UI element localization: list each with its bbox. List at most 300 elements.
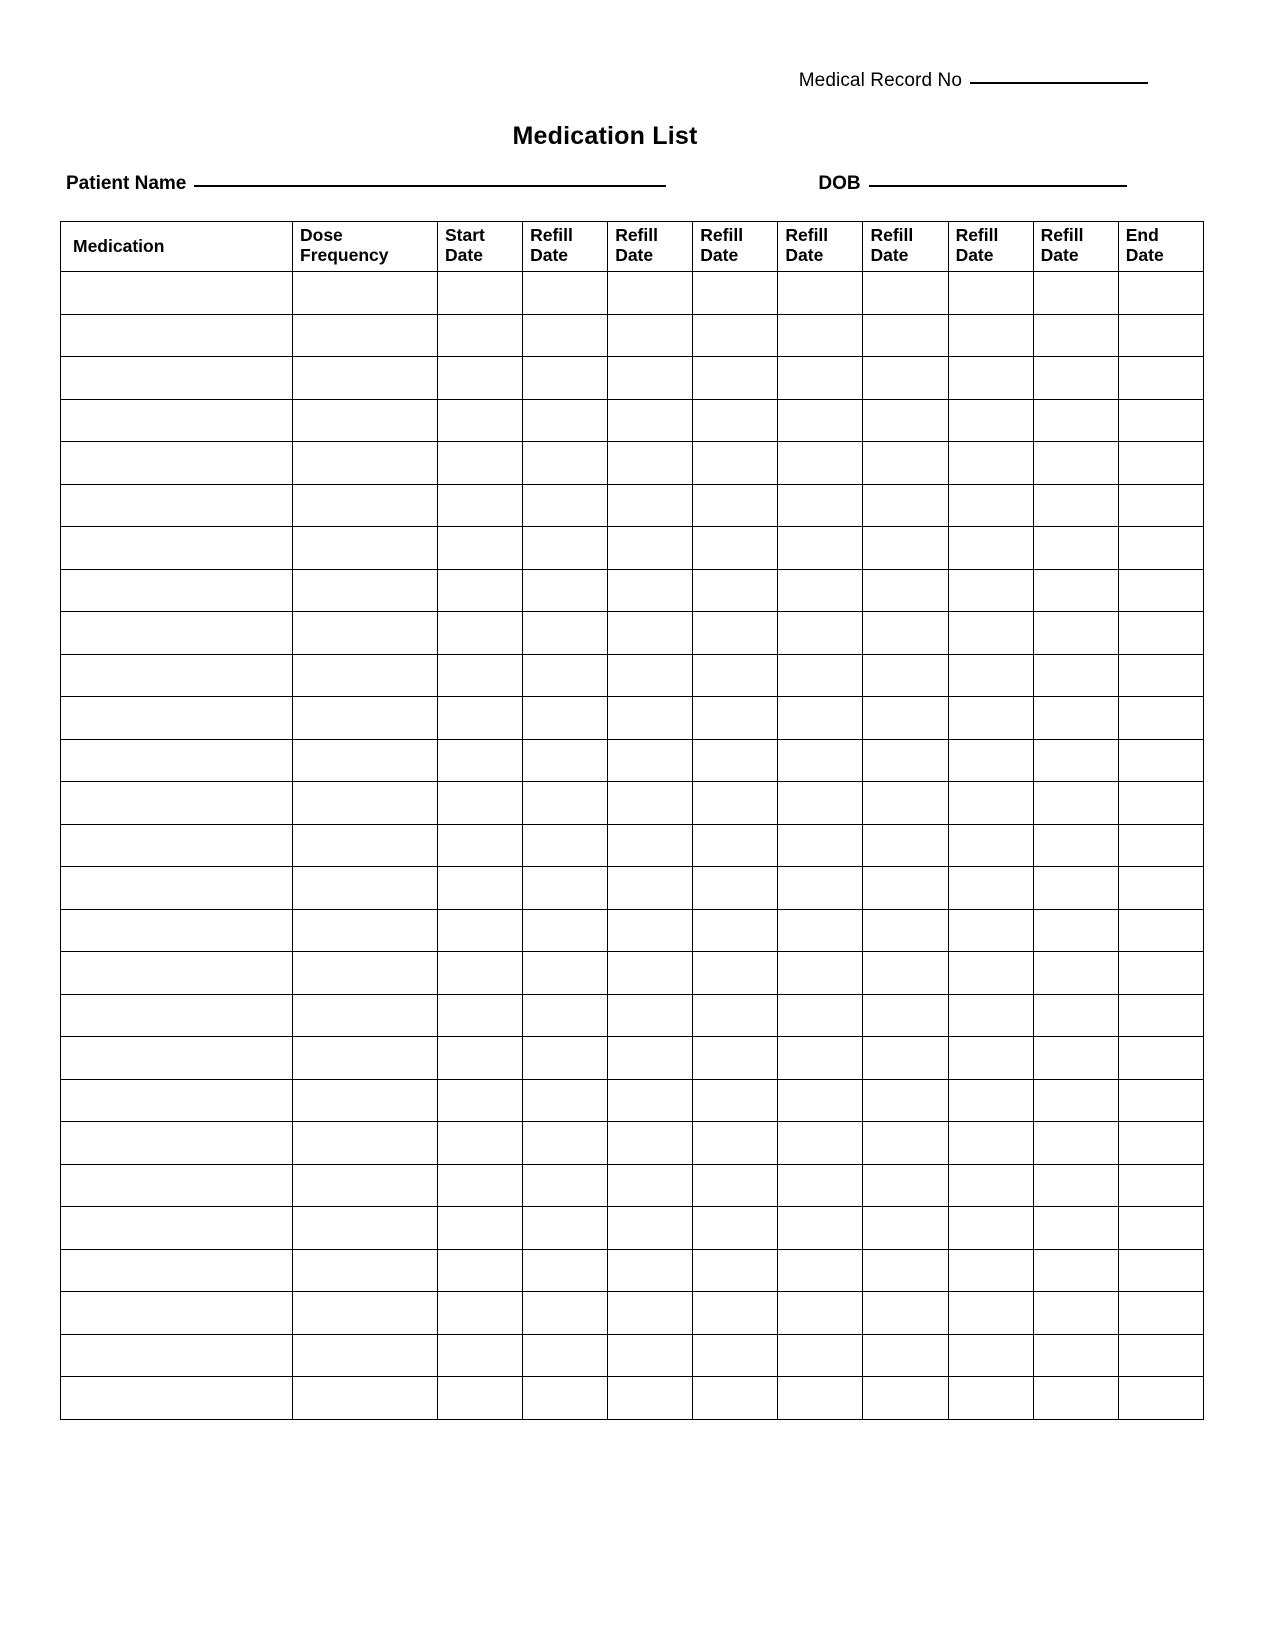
cell-dose-frequency[interactable] bbox=[293, 314, 438, 357]
cell-refill-date-6[interactable] bbox=[948, 569, 1033, 612]
cell-refill-date-1[interactable] bbox=[523, 654, 608, 697]
cell-refill-date-5[interactable] bbox=[863, 1122, 948, 1165]
cell-start-date[interactable] bbox=[438, 824, 523, 867]
cell-refill-date-3[interactable] bbox=[693, 272, 778, 315]
cell-refill-date-6[interactable] bbox=[948, 739, 1033, 782]
cell-refill-date-4[interactable] bbox=[778, 654, 863, 697]
cell-refill-date-5[interactable] bbox=[863, 569, 948, 612]
cell-end-date[interactable] bbox=[1118, 824, 1203, 867]
cell-refill-date-1[interactable] bbox=[523, 1249, 608, 1292]
cell-refill-date-5[interactable] bbox=[863, 1249, 948, 1292]
cell-refill-date-3[interactable] bbox=[693, 739, 778, 782]
cell-medication[interactable] bbox=[61, 1164, 293, 1207]
cell-start-date[interactable] bbox=[438, 952, 523, 995]
cell-medication[interactable] bbox=[61, 952, 293, 995]
cell-refill-date-3[interactable] bbox=[693, 1122, 778, 1165]
cell-refill-date-5[interactable] bbox=[863, 909, 948, 952]
cell-start-date[interactable] bbox=[438, 1164, 523, 1207]
cell-refill-date-7[interactable] bbox=[1033, 442, 1118, 485]
cell-start-date[interactable] bbox=[438, 357, 523, 400]
cell-start-date[interactable] bbox=[438, 442, 523, 485]
cell-refill-date-3[interactable] bbox=[693, 1164, 778, 1207]
cell-refill-date-1[interactable] bbox=[523, 782, 608, 825]
cell-refill-date-4[interactable] bbox=[778, 952, 863, 995]
cell-medication[interactable] bbox=[61, 994, 293, 1037]
cell-start-date[interactable] bbox=[438, 1207, 523, 1250]
cell-end-date[interactable] bbox=[1118, 569, 1203, 612]
cell-end-date[interactable] bbox=[1118, 1164, 1203, 1207]
cell-refill-date-5[interactable] bbox=[863, 994, 948, 1037]
cell-medication[interactable] bbox=[61, 399, 293, 442]
cell-medication[interactable] bbox=[61, 697, 293, 740]
cell-start-date[interactable] bbox=[438, 654, 523, 697]
cell-refill-date-1[interactable] bbox=[523, 399, 608, 442]
cell-refill-date-6[interactable] bbox=[948, 697, 1033, 740]
cell-dose-frequency[interactable] bbox=[293, 1292, 438, 1335]
cell-refill-date-5[interactable] bbox=[863, 272, 948, 315]
cell-refill-date-4[interactable] bbox=[778, 1377, 863, 1420]
cell-refill-date-4[interactable] bbox=[778, 569, 863, 612]
cell-refill-date-3[interactable] bbox=[693, 1334, 778, 1377]
cell-end-date[interactable] bbox=[1118, 697, 1203, 740]
cell-refill-date-2[interactable] bbox=[608, 1164, 693, 1207]
cell-refill-date-5[interactable] bbox=[863, 1334, 948, 1377]
cell-start-date[interactable] bbox=[438, 1122, 523, 1165]
cell-refill-date-2[interactable] bbox=[608, 569, 693, 612]
cell-medication[interactable] bbox=[61, 484, 293, 527]
cell-refill-date-1[interactable] bbox=[523, 1079, 608, 1122]
cell-end-date[interactable] bbox=[1118, 654, 1203, 697]
cell-refill-date-6[interactable] bbox=[948, 314, 1033, 357]
cell-refill-date-7[interactable] bbox=[1033, 1377, 1118, 1420]
cell-medication[interactable] bbox=[61, 612, 293, 655]
cell-refill-date-2[interactable] bbox=[608, 824, 693, 867]
cell-refill-date-4[interactable] bbox=[778, 697, 863, 740]
cell-refill-date-2[interactable] bbox=[608, 1207, 693, 1250]
cell-refill-date-7[interactable] bbox=[1033, 314, 1118, 357]
cell-refill-date-1[interactable] bbox=[523, 569, 608, 612]
cell-refill-date-2[interactable] bbox=[608, 1377, 693, 1420]
cell-refill-date-3[interactable] bbox=[693, 314, 778, 357]
cell-medication[interactable] bbox=[61, 527, 293, 570]
cell-end-date[interactable] bbox=[1118, 1079, 1203, 1122]
cell-medication[interactable] bbox=[61, 357, 293, 400]
cell-dose-frequency[interactable] bbox=[293, 612, 438, 655]
cell-refill-date-7[interactable] bbox=[1033, 1079, 1118, 1122]
cell-dose-frequency[interactable] bbox=[293, 867, 438, 910]
cell-refill-date-4[interactable] bbox=[778, 824, 863, 867]
cell-start-date[interactable] bbox=[438, 484, 523, 527]
cell-refill-date-3[interactable] bbox=[693, 1292, 778, 1335]
cell-refill-date-6[interactable] bbox=[948, 399, 1033, 442]
cell-medication[interactable] bbox=[61, 1079, 293, 1122]
cell-start-date[interactable] bbox=[438, 994, 523, 1037]
cell-dose-frequency[interactable] bbox=[293, 697, 438, 740]
cell-refill-date-7[interactable] bbox=[1033, 1249, 1118, 1292]
cell-refill-date-4[interactable] bbox=[778, 1334, 863, 1377]
cell-end-date[interactable] bbox=[1118, 272, 1203, 315]
cell-refill-date-2[interactable] bbox=[608, 314, 693, 357]
cell-start-date[interactable] bbox=[438, 782, 523, 825]
cell-refill-date-5[interactable] bbox=[863, 314, 948, 357]
cell-refill-date-7[interactable] bbox=[1033, 357, 1118, 400]
cell-refill-date-3[interactable] bbox=[693, 442, 778, 485]
cell-start-date[interactable] bbox=[438, 1079, 523, 1122]
cell-refill-date-6[interactable] bbox=[948, 1334, 1033, 1377]
cell-dose-frequency[interactable] bbox=[293, 654, 438, 697]
cell-refill-date-1[interactable] bbox=[523, 697, 608, 740]
cell-refill-date-5[interactable] bbox=[863, 782, 948, 825]
cell-refill-date-6[interactable] bbox=[948, 1122, 1033, 1165]
cell-refill-date-7[interactable] bbox=[1033, 867, 1118, 910]
cell-refill-date-1[interactable] bbox=[523, 357, 608, 400]
cell-refill-date-7[interactable] bbox=[1033, 654, 1118, 697]
cell-refill-date-6[interactable] bbox=[948, 527, 1033, 570]
cell-refill-date-7[interactable] bbox=[1033, 952, 1118, 995]
cell-dose-frequency[interactable] bbox=[293, 484, 438, 527]
cell-refill-date-2[interactable] bbox=[608, 952, 693, 995]
cell-refill-date-3[interactable] bbox=[693, 994, 778, 1037]
cell-medication[interactable] bbox=[61, 442, 293, 485]
cell-refill-date-2[interactable] bbox=[608, 782, 693, 825]
cell-start-date[interactable] bbox=[438, 697, 523, 740]
cell-refill-date-3[interactable] bbox=[693, 697, 778, 740]
cell-start-date[interactable] bbox=[438, 867, 523, 910]
cell-refill-date-6[interactable] bbox=[948, 484, 1033, 527]
cell-refill-date-1[interactable] bbox=[523, 527, 608, 570]
cell-refill-date-4[interactable] bbox=[778, 994, 863, 1037]
cell-refill-date-2[interactable] bbox=[608, 272, 693, 315]
cell-refill-date-3[interactable] bbox=[693, 952, 778, 995]
cell-medication[interactable] bbox=[61, 314, 293, 357]
cell-refill-date-2[interactable] bbox=[608, 1079, 693, 1122]
cell-refill-date-5[interactable] bbox=[863, 697, 948, 740]
cell-refill-date-7[interactable] bbox=[1033, 1037, 1118, 1080]
cell-end-date[interactable] bbox=[1118, 1292, 1203, 1335]
cell-medication[interactable] bbox=[61, 1207, 293, 1250]
cell-medication[interactable] bbox=[61, 1292, 293, 1335]
cell-dose-frequency[interactable] bbox=[293, 1207, 438, 1250]
cell-start-date[interactable] bbox=[438, 527, 523, 570]
cell-refill-date-5[interactable] bbox=[863, 739, 948, 782]
cell-refill-date-4[interactable] bbox=[778, 484, 863, 527]
cell-refill-date-5[interactable] bbox=[863, 952, 948, 995]
cell-refill-date-5[interactable] bbox=[863, 654, 948, 697]
cell-dose-frequency[interactable] bbox=[293, 1164, 438, 1207]
cell-end-date[interactable] bbox=[1118, 399, 1203, 442]
cell-refill-date-6[interactable] bbox=[948, 782, 1033, 825]
cell-start-date[interactable] bbox=[438, 569, 523, 612]
cell-end-date[interactable] bbox=[1118, 1377, 1203, 1420]
cell-end-date[interactable] bbox=[1118, 782, 1203, 825]
cell-refill-date-3[interactable] bbox=[693, 612, 778, 655]
cell-refill-date-4[interactable] bbox=[778, 1249, 863, 1292]
cell-refill-date-1[interactable] bbox=[523, 867, 608, 910]
cell-refill-date-4[interactable] bbox=[778, 399, 863, 442]
cell-refill-date-2[interactable] bbox=[608, 994, 693, 1037]
dob-input-line[interactable] bbox=[869, 185, 1127, 187]
cell-refill-date-6[interactable] bbox=[948, 1207, 1033, 1250]
cell-refill-date-4[interactable] bbox=[778, 1079, 863, 1122]
cell-start-date[interactable] bbox=[438, 612, 523, 655]
cell-refill-date-2[interactable] bbox=[608, 909, 693, 952]
cell-refill-date-1[interactable] bbox=[523, 1377, 608, 1420]
cell-refill-date-4[interactable] bbox=[778, 1164, 863, 1207]
cell-refill-date-3[interactable] bbox=[693, 357, 778, 400]
cell-medication[interactable] bbox=[61, 272, 293, 315]
cell-refill-date-6[interactable] bbox=[948, 1079, 1033, 1122]
cell-dose-frequency[interactable] bbox=[293, 824, 438, 867]
cell-medication[interactable] bbox=[61, 782, 293, 825]
cell-medication[interactable] bbox=[61, 909, 293, 952]
cell-dose-frequency[interactable] bbox=[293, 1249, 438, 1292]
cell-dose-frequency[interactable] bbox=[293, 357, 438, 400]
cell-dose-frequency[interactable] bbox=[293, 1122, 438, 1165]
cell-medication[interactable] bbox=[61, 654, 293, 697]
cell-refill-date-5[interactable] bbox=[863, 867, 948, 910]
cell-medication[interactable] bbox=[61, 569, 293, 612]
cell-dose-frequency[interactable] bbox=[293, 994, 438, 1037]
cell-dose-frequency[interactable] bbox=[293, 739, 438, 782]
cell-medication[interactable] bbox=[61, 739, 293, 782]
cell-refill-date-5[interactable] bbox=[863, 1037, 948, 1080]
cell-end-date[interactable] bbox=[1118, 1037, 1203, 1080]
cell-refill-date-1[interactable] bbox=[523, 1037, 608, 1080]
cell-dose-frequency[interactable] bbox=[293, 442, 438, 485]
cell-refill-date-7[interactable] bbox=[1033, 527, 1118, 570]
cell-end-date[interactable] bbox=[1118, 1334, 1203, 1377]
cell-refill-date-7[interactable] bbox=[1033, 1164, 1118, 1207]
cell-start-date[interactable] bbox=[438, 272, 523, 315]
cell-dose-frequency[interactable] bbox=[293, 399, 438, 442]
cell-start-date[interactable] bbox=[438, 739, 523, 782]
cell-refill-date-7[interactable] bbox=[1033, 782, 1118, 825]
cell-refill-date-6[interactable] bbox=[948, 1164, 1033, 1207]
cell-start-date[interactable] bbox=[438, 314, 523, 357]
cell-refill-date-3[interactable] bbox=[693, 1249, 778, 1292]
cell-refill-date-3[interactable] bbox=[693, 569, 778, 612]
cell-refill-date-7[interactable] bbox=[1033, 1334, 1118, 1377]
cell-refill-date-5[interactable] bbox=[863, 1292, 948, 1335]
cell-refill-date-5[interactable] bbox=[863, 484, 948, 527]
cell-refill-date-2[interactable] bbox=[608, 612, 693, 655]
cell-refill-date-1[interactable] bbox=[523, 1334, 608, 1377]
cell-dose-frequency[interactable] bbox=[293, 1079, 438, 1122]
cell-refill-date-2[interactable] bbox=[608, 357, 693, 400]
cell-refill-date-3[interactable] bbox=[693, 1079, 778, 1122]
cell-refill-date-6[interactable] bbox=[948, 867, 1033, 910]
cell-refill-date-3[interactable] bbox=[693, 1207, 778, 1250]
cell-refill-date-6[interactable] bbox=[948, 442, 1033, 485]
cell-dose-frequency[interactable] bbox=[293, 1334, 438, 1377]
cell-refill-date-4[interactable] bbox=[778, 357, 863, 400]
cell-refill-date-3[interactable] bbox=[693, 527, 778, 570]
cell-start-date[interactable] bbox=[438, 909, 523, 952]
cell-refill-date-4[interactable] bbox=[778, 272, 863, 315]
cell-start-date[interactable] bbox=[438, 1292, 523, 1335]
cell-end-date[interactable] bbox=[1118, 357, 1203, 400]
cell-medication[interactable] bbox=[61, 1334, 293, 1377]
cell-start-date[interactable] bbox=[438, 1334, 523, 1377]
cell-refill-date-2[interactable] bbox=[608, 399, 693, 442]
cell-refill-date-1[interactable] bbox=[523, 739, 608, 782]
cell-end-date[interactable] bbox=[1118, 867, 1203, 910]
cell-refill-date-2[interactable] bbox=[608, 1292, 693, 1335]
cell-end-date[interactable] bbox=[1118, 527, 1203, 570]
cell-refill-date-4[interactable] bbox=[778, 739, 863, 782]
cell-end-date[interactable] bbox=[1118, 952, 1203, 995]
cell-end-date[interactable] bbox=[1118, 314, 1203, 357]
cell-refill-date-6[interactable] bbox=[948, 357, 1033, 400]
cell-refill-date-1[interactable] bbox=[523, 1122, 608, 1165]
cell-refill-date-4[interactable] bbox=[778, 314, 863, 357]
cell-refill-date-6[interactable] bbox=[948, 1377, 1033, 1420]
cell-refill-date-7[interactable] bbox=[1033, 399, 1118, 442]
cell-refill-date-2[interactable] bbox=[608, 1037, 693, 1080]
cell-refill-date-5[interactable] bbox=[863, 1164, 948, 1207]
cell-end-date[interactable] bbox=[1118, 739, 1203, 782]
cell-dose-frequency[interactable] bbox=[293, 527, 438, 570]
cell-end-date[interactable] bbox=[1118, 442, 1203, 485]
cell-refill-date-2[interactable] bbox=[608, 697, 693, 740]
cell-refill-date-2[interactable] bbox=[608, 1249, 693, 1292]
patient-name-input-line[interactable] bbox=[194, 185, 666, 187]
cell-refill-date-4[interactable] bbox=[778, 1292, 863, 1335]
cell-refill-date-5[interactable] bbox=[863, 612, 948, 655]
cell-refill-date-5[interactable] bbox=[863, 1377, 948, 1420]
cell-refill-date-7[interactable] bbox=[1033, 612, 1118, 655]
cell-start-date[interactable] bbox=[438, 1377, 523, 1420]
cell-refill-date-5[interactable] bbox=[863, 442, 948, 485]
cell-refill-date-3[interactable] bbox=[693, 909, 778, 952]
cell-refill-date-6[interactable] bbox=[948, 909, 1033, 952]
cell-dose-frequency[interactable] bbox=[293, 1377, 438, 1420]
cell-medication[interactable] bbox=[61, 1122, 293, 1165]
cell-refill-date-3[interactable] bbox=[693, 399, 778, 442]
cell-refill-date-3[interactable] bbox=[693, 484, 778, 527]
cell-end-date[interactable] bbox=[1118, 484, 1203, 527]
cell-medication[interactable] bbox=[61, 1037, 293, 1080]
cell-refill-date-1[interactable] bbox=[523, 1207, 608, 1250]
cell-refill-date-7[interactable] bbox=[1033, 1292, 1118, 1335]
cell-dose-frequency[interactable] bbox=[293, 569, 438, 612]
cell-refill-date-4[interactable] bbox=[778, 1122, 863, 1165]
cell-refill-date-1[interactable] bbox=[523, 612, 608, 655]
cell-refill-date-1[interactable] bbox=[523, 484, 608, 527]
cell-refill-date-1[interactable] bbox=[523, 442, 608, 485]
cell-refill-date-7[interactable] bbox=[1033, 697, 1118, 740]
cell-refill-date-6[interactable] bbox=[948, 612, 1033, 655]
cell-refill-date-4[interactable] bbox=[778, 612, 863, 655]
cell-end-date[interactable] bbox=[1118, 1207, 1203, 1250]
cell-refill-date-4[interactable] bbox=[778, 442, 863, 485]
cell-refill-date-7[interactable] bbox=[1033, 739, 1118, 782]
cell-refill-date-6[interactable] bbox=[948, 1249, 1033, 1292]
cell-refill-date-2[interactable] bbox=[608, 654, 693, 697]
cell-refill-date-6[interactable] bbox=[948, 1292, 1033, 1335]
cell-refill-date-6[interactable] bbox=[948, 824, 1033, 867]
cell-refill-date-7[interactable] bbox=[1033, 994, 1118, 1037]
cell-refill-date-2[interactable] bbox=[608, 484, 693, 527]
cell-refill-date-2[interactable] bbox=[608, 1122, 693, 1165]
cell-end-date[interactable] bbox=[1118, 994, 1203, 1037]
cell-refill-date-6[interactable] bbox=[948, 994, 1033, 1037]
cell-end-date[interactable] bbox=[1118, 1122, 1203, 1165]
cell-refill-date-4[interactable] bbox=[778, 867, 863, 910]
cell-refill-date-5[interactable] bbox=[863, 824, 948, 867]
cell-refill-date-7[interactable] bbox=[1033, 909, 1118, 952]
cell-end-date[interactable] bbox=[1118, 909, 1203, 952]
cell-refill-date-1[interactable] bbox=[523, 1164, 608, 1207]
cell-refill-date-3[interactable] bbox=[693, 1037, 778, 1080]
cell-refill-date-7[interactable] bbox=[1033, 569, 1118, 612]
cell-refill-date-4[interactable] bbox=[778, 909, 863, 952]
cell-refill-date-6[interactable] bbox=[948, 272, 1033, 315]
cell-refill-date-2[interactable] bbox=[608, 739, 693, 782]
cell-refill-date-7[interactable] bbox=[1033, 824, 1118, 867]
cell-refill-date-6[interactable] bbox=[948, 952, 1033, 995]
cell-dose-frequency[interactable] bbox=[293, 272, 438, 315]
cell-refill-date-5[interactable] bbox=[863, 357, 948, 400]
medical-record-input-line[interactable] bbox=[970, 82, 1148, 84]
cell-refill-date-6[interactable] bbox=[948, 1037, 1033, 1080]
cell-refill-date-2[interactable] bbox=[608, 442, 693, 485]
cell-start-date[interactable] bbox=[438, 1249, 523, 1292]
cell-refill-date-1[interactable] bbox=[523, 909, 608, 952]
cell-refill-date-1[interactable] bbox=[523, 824, 608, 867]
cell-refill-date-2[interactable] bbox=[608, 867, 693, 910]
cell-refill-date-7[interactable] bbox=[1033, 1122, 1118, 1165]
cell-refill-date-7[interactable] bbox=[1033, 272, 1118, 315]
cell-refill-date-4[interactable] bbox=[778, 1037, 863, 1080]
cell-refill-date-1[interactable] bbox=[523, 1292, 608, 1335]
cell-medication[interactable] bbox=[61, 1377, 293, 1420]
cell-refill-date-3[interactable] bbox=[693, 824, 778, 867]
cell-refill-date-1[interactable] bbox=[523, 952, 608, 995]
cell-refill-date-5[interactable] bbox=[863, 399, 948, 442]
cell-medication[interactable] bbox=[61, 824, 293, 867]
cell-end-date[interactable] bbox=[1118, 1249, 1203, 1292]
cell-refill-date-4[interactable] bbox=[778, 527, 863, 570]
cell-medication[interactable] bbox=[61, 1249, 293, 1292]
cell-dose-frequency[interactable] bbox=[293, 1037, 438, 1080]
cell-start-date[interactable] bbox=[438, 1037, 523, 1080]
cell-refill-date-5[interactable] bbox=[863, 527, 948, 570]
cell-refill-date-2[interactable] bbox=[608, 1334, 693, 1377]
cell-refill-date-1[interactable] bbox=[523, 272, 608, 315]
cell-refill-date-1[interactable] bbox=[523, 994, 608, 1037]
cell-refill-date-4[interactable] bbox=[778, 1207, 863, 1250]
cell-start-date[interactable] bbox=[438, 399, 523, 442]
cell-refill-date-3[interactable] bbox=[693, 1377, 778, 1420]
cell-refill-date-3[interactable] bbox=[693, 782, 778, 825]
cell-refill-date-1[interactable] bbox=[523, 314, 608, 357]
cell-refill-date-7[interactable] bbox=[1033, 484, 1118, 527]
cell-dose-frequency[interactable] bbox=[293, 952, 438, 995]
cell-refill-date-3[interactable] bbox=[693, 867, 778, 910]
cell-medication[interactable] bbox=[61, 867, 293, 910]
cell-refill-date-5[interactable] bbox=[863, 1079, 948, 1122]
cell-dose-frequency[interactable] bbox=[293, 909, 438, 952]
cell-refill-date-5[interactable] bbox=[863, 1207, 948, 1250]
cell-refill-date-4[interactable] bbox=[778, 782, 863, 825]
cell-end-date[interactable] bbox=[1118, 612, 1203, 655]
cell-refill-date-3[interactable] bbox=[693, 654, 778, 697]
cell-refill-date-6[interactable] bbox=[948, 654, 1033, 697]
cell-refill-date-7[interactable] bbox=[1033, 1207, 1118, 1250]
cell-dose-frequency[interactable] bbox=[293, 782, 438, 825]
cell-refill-date-2[interactable] bbox=[608, 527, 693, 570]
